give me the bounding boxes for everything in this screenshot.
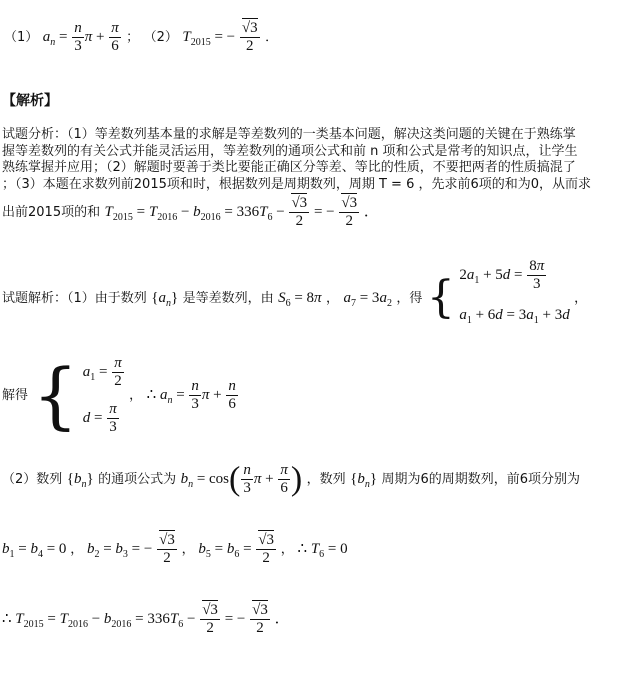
values-b1-b4: $b_1 = b_4 = 0$	[2, 540, 67, 560]
answer-end: ．	[265, 29, 279, 45]
analysis-line-3: 熟练掌握并应用；（2）解题时要善于类比要能正确区分等差、等比的性质，不要把两者的性质搞混了	[2, 160, 576, 175]
analysis-line-4: ；（3）本题在求数列前2015项和时，根据数列是周期数列，周期 T = 6 ，先求前6项的和为0，从而求	[2, 177, 592, 192]
final-result: ∴ $T_{2015} = T_{2016} - b_{2016} = 336T_6$ − $\frac{√3}{2}$ = − $\frac{√3}{2}$ ．	[2, 602, 290, 636]
solve-label: 解得	[2, 388, 29, 403]
values-b2-b3: $b_2 = b_3$ = − $\frac{√3}{2}$	[86, 532, 175, 566]
solution-get: ，得	[396, 291, 423, 306]
part2-label: （2）	[143, 29, 178, 45]
answer-part1-formula: $a_n$ = $\frac{n}{3}$ π + $\frac{\pi}{6}$	[42, 20, 119, 54]
analysis-heading: 【解析】	[2, 93, 58, 109]
equation-1: $2a_1 + 5d$ = $\frac{8\pi}{3}$	[459, 258, 545, 293]
analysis-line-5	[2, 195, 379, 230]
analysis-line-5-formula: $T_{2015} = T_{2016} - b_{2016} = 336T_6$ − $\frac{√3}{2}$ = − $\frac{√3}{2}$ ．	[104, 195, 379, 229]
bn-formula: $b_n = \cos$( $\frac{n}{3}$ π + $\frac{\pi}{6}$ )	[180, 460, 303, 498]
equation-system	[459, 258, 569, 338]
first-six-values: $b_1 = b_4 = 0$ ， $b_2 = b_3$ = − $\frac{√3}{2}$ ， $b_5 = b_6$ = $\frac{√3}{2}$ ， ∴ $T_6 = 0$	[2, 532, 348, 566]
analysis-line-1: 试题分析：（1）等差数列基本量的求解是等差数列的一类基本问题，解决这类问题的关键在于熟练掌	[2, 127, 576, 142]
answer-line	[4, 20, 278, 55]
solution-part2	[2, 462, 580, 497]
therefore-an: ∴ $a_n$ = $\frac{n}{3}$ π + $\frac{n}{6}$	[146, 378, 236, 413]
part1-label: （1）	[4, 29, 39, 45]
values-b5-b6: $b_5 = b_6$ = $\frac{√3}{2}$	[198, 532, 275, 566]
solve-a1: $a_1$ = $\frac{\pi}{2}$	[82, 355, 122, 390]
answer-part2-formula: $T_{2015}$ = − $\frac{√3}{2}$	[182, 20, 258, 54]
part2-text: 的通项公式为	[98, 471, 177, 487]
sequence-a: $\{a_n\}$	[151, 290, 179, 309]
solution-intro: 试题解析：（1）由于数列	[2, 291, 147, 306]
condition-s6: $S_6 = 8\pi$	[278, 290, 322, 309]
solve-d: d = $\frac{\pi}{3}$	[82, 401, 117, 436]
equation-2: $a_1 + 6d = 3a_1 + 3d$	[459, 307, 570, 326]
solve-brace: {	[32, 353, 79, 437]
analysis-line-2: 握等差数列的有关公式并能灵活运用，等差数列的通项公式和前 n 项和公式是常考的知识点，让学生	[2, 144, 578, 159]
sequence-b: $\{b_n\}$	[66, 470, 94, 490]
condition-a7: $a_7 = 3a_2$	[343, 290, 392, 309]
part2-intro: （2）数列	[2, 471, 63, 487]
solve-system	[83, 352, 125, 438]
part2-text2: ，数列	[306, 471, 346, 487]
part2-text3: 周期为6的周期数列，前6项分别为	[381, 471, 581, 487]
sequence-b-2: $\{b_n\}$	[350, 470, 378, 490]
analysis-line-5-prefix: 出前2015项的和	[2, 204, 101, 220]
values-t6: ∴ $T_6 = 0$	[297, 540, 348, 560]
system-brace: {	[426, 272, 455, 323]
solve-result: 解得 { $a_1$ = $\frac{\pi}{2}$ d = $\frac{\pi}{3}$ ， ∴ $a_n$ = $\frac{n}{3}$ π + $\frac{n}{6}$	[2, 352, 239, 438]
solution-text1: 是等差数列，由	[182, 291, 274, 306]
separator: ；	[126, 29, 140, 45]
solution-part1: 试题解析：（1）由于数列 $\{a_n\}$ 是等差数列，由 $S_6 = 8\pi$ ， $a_7 = 3a_2$ ，得 { $2a_1 + 5d$ = $\frac{8\pi}{3}$ $a_1 + 6d = 3a_1 + 3d$ ，	[2, 258, 587, 338]
